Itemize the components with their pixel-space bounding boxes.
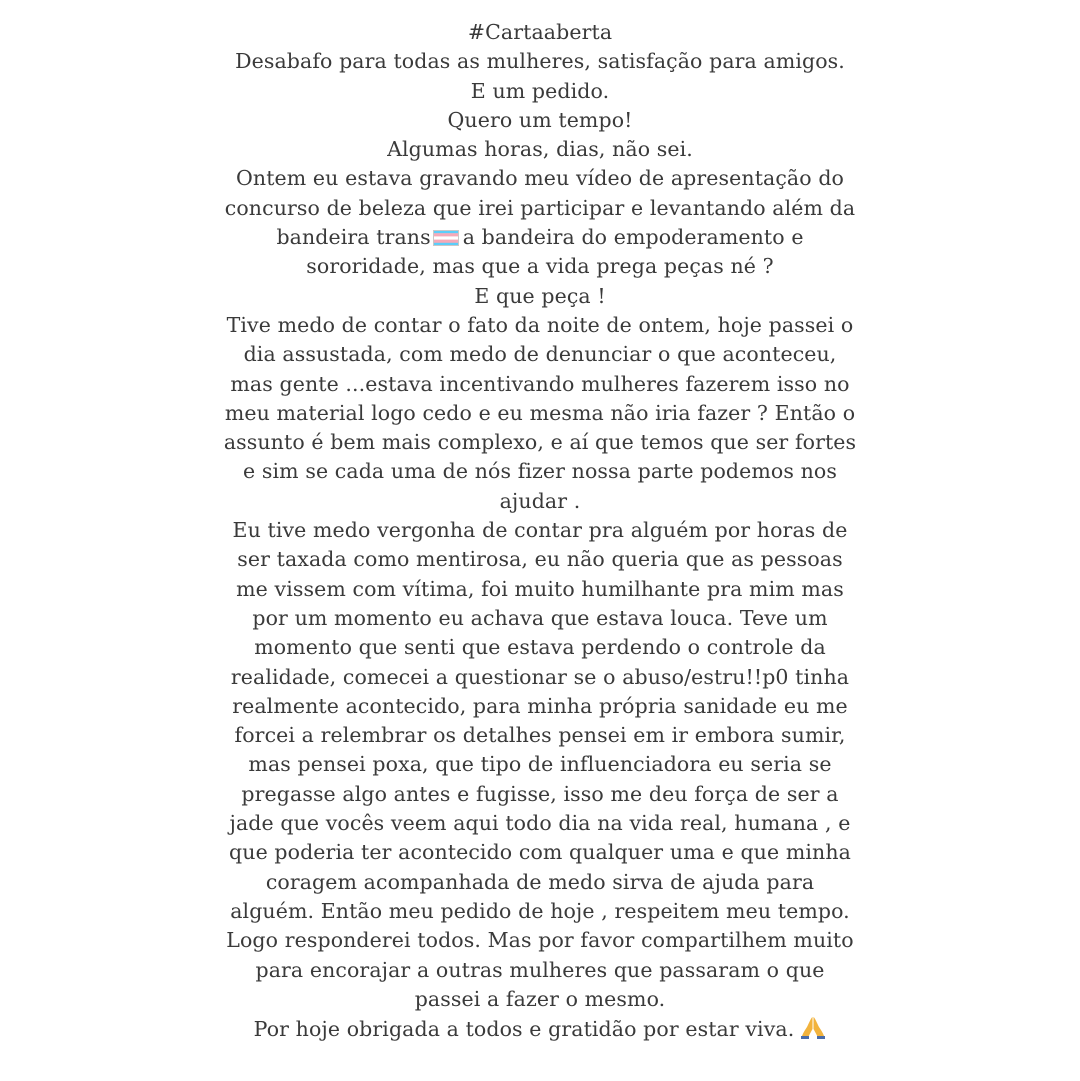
letter-line-text: dia assustada, com medo de denunciar o que aconteceu, (243, 342, 837, 367)
letter-line (0, 780, 1080, 809)
letter-line-text: jade que vocês veem aqui todo dia na vida real, humana , e (229, 811, 851, 836)
letter-line-text: Logo responderei todos. Mas por favor compartilhem muito (226, 928, 854, 953)
letter-line (0, 604, 1080, 633)
letter-line-text: mas gente ...estava incentivando mulheres fazerem isso no (230, 371, 850, 396)
open-letter-text (0, 18, 1080, 1043)
letter-line-text: para encorajar a outras mulheres que passaram o que (255, 957, 825, 982)
letter-line-text: a bandeira do empoderamento e (462, 225, 804, 250)
letter-line-text: Tive medo de contar o fato da noite de ontem, hoje passei o (226, 312, 854, 337)
letter-line (0, 252, 1080, 281)
letter-line-text: me vissem com vítima, foi muito humilhante pra mim mas (236, 576, 844, 601)
letter-line-text: Por hoje obrigada a todos e gratidão por estar viva. (253, 1017, 795, 1042)
letter-line-text: assunto é bem mais complexo, e aí que temos que ser fortes (223, 430, 857, 455)
letter-line-text: Eu tive medo vergonha de contar pra alguém por horas de (232, 518, 848, 543)
letter-line (0, 838, 1080, 867)
letter-line-text: alguém. Então meu pedido de hoje , respeitem meu tempo. (230, 898, 850, 923)
letter-line (0, 633, 1080, 662)
letter-line-text: passei a fazer o mesmo. (414, 986, 666, 1011)
letter-line (0, 340, 1080, 369)
letter-line (0, 194, 1080, 223)
letter-line (0, 809, 1080, 838)
letter-line (0, 721, 1080, 750)
letter-line (0, 282, 1080, 311)
letter-line-text: E que peça ! (474, 283, 606, 308)
letter-line-text: ajudar . (499, 488, 581, 513)
letter-line-text: Algumas horas, dias, não sei. (387, 137, 693, 162)
letter-line (0, 897, 1080, 926)
letter-line-text: coragem acompanhada de medo sirva de ajuda para (265, 869, 815, 894)
letter-line-text: #Cartaaberta (467, 20, 613, 44)
letter-line-text: Quero um tempo! (447, 107, 633, 132)
letter-line (0, 575, 1080, 604)
letter-line-text: Ontem eu estava gravando meu vídeo de apresentação do (236, 166, 844, 191)
letter-line (0, 985, 1080, 1014)
letter-line-text: meu material logo cedo e eu mesma não iria fazer ? Então o (224, 400, 856, 425)
letter-line-text: mas pensei poxa, que tipo de influenciadora eu seria se (248, 752, 832, 777)
letter-line (0, 311, 1080, 340)
praying-hands-icon (800, 1014, 826, 1040)
letter-line (0, 223, 1080, 252)
letter-line (0, 47, 1080, 76)
letter-line-text: sororidade, mas que a vida prega peças né ? (306, 254, 774, 279)
letter-line (0, 399, 1080, 428)
letter-line-text: que poderia ter acontecido com qualquer uma e que minha (229, 840, 851, 865)
letter-line-text: realidade, comecei a questionar se o abuso/estru!!p0 tinha (230, 664, 850, 689)
letter-line-text: realmente acontecido, para minha própria sanidade eu me (232, 693, 848, 718)
letter-line (0, 106, 1080, 135)
letter-line (0, 457, 1080, 486)
letter-line (0, 516, 1080, 545)
transgender-flag-icon (433, 230, 459, 246)
letter-line (0, 545, 1080, 574)
letter-line-text: por um momento eu achava que estava louca. Teve um (252, 605, 828, 630)
letter-line (0, 956, 1080, 985)
letter-line (0, 135, 1080, 164)
letter-line (0, 868, 1080, 897)
letter-line (0, 77, 1080, 106)
letter-line (0, 487, 1080, 516)
letter-line-text: e sim se cada uma de nós fizer nossa parte podemos nos (243, 459, 837, 484)
letter-line (0, 18, 1080, 47)
letter-line (0, 164, 1080, 193)
letter-line-text: forcei a relembrar os detalhes pensei em ir embora sumir, (234, 723, 846, 748)
letter-line-text: bandeira trans (276, 225, 431, 250)
letter-line-text: pregasse algo antes e fugisse, isso me deu força de ser a (241, 781, 839, 806)
letter-line-text: E um pedido. (470, 78, 610, 103)
letter-line-text: Desabafo para todas as mulheres, satisfação para amigos. (235, 49, 845, 74)
letter-line (0, 692, 1080, 721)
letter-line (0, 926, 1080, 955)
letter-line-text: concurso de beleza que irei participar e levantando além da (224, 195, 856, 220)
letter-line (0, 370, 1080, 399)
letter-line (0, 1014, 1080, 1043)
letter-line (0, 428, 1080, 457)
letter-line-text: ser taxada como mentirosa, eu não queria que as pessoas (237, 547, 843, 572)
letter-line (0, 663, 1080, 692)
letter-line-text: momento que senti que estava perdendo o controle da (254, 635, 826, 660)
letter-line (0, 750, 1080, 779)
